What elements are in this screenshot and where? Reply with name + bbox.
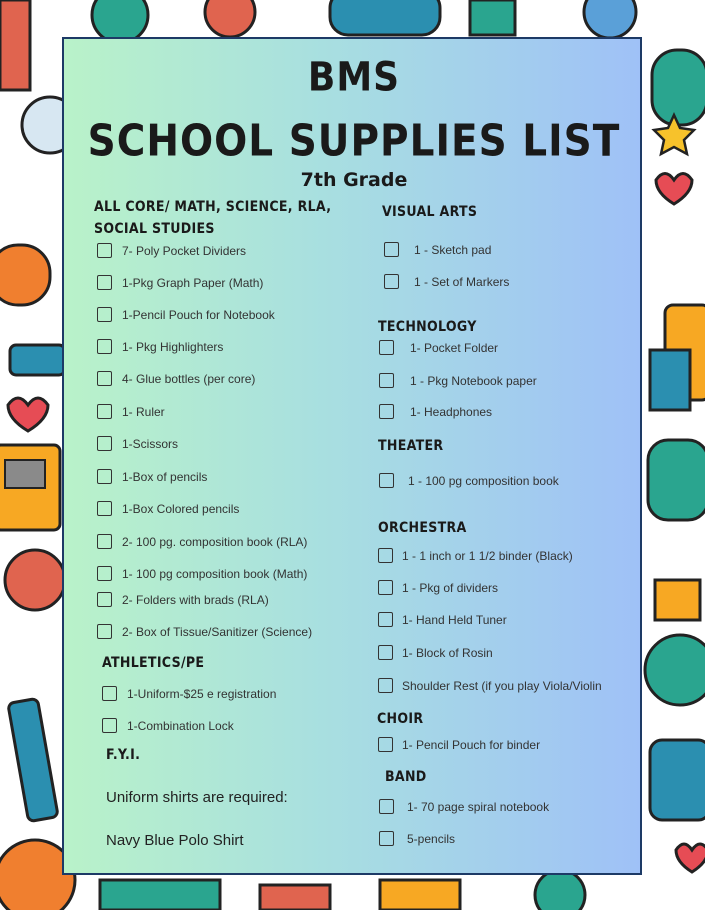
bag-doodle [330,0,440,35]
supplies-list-card [62,37,642,875]
notebook-doodle [380,880,460,910]
fyi-text-shirt: Navy Blue Polo Shirt [106,832,244,849]
supply-item-label: 1- Headphones [410,405,493,419]
supply-item-label: 1- Pocket Folder [410,341,499,355]
fyi-text-uniform: Uniform shirts are required: [106,789,288,806]
section-heading-athletics: ATHLETICS/PE [102,655,205,671]
checkbox[interactable] [97,592,112,607]
supply-item-label: 1 - Sketch pad [414,243,492,257]
tube-doodle [470,0,515,35]
globe-doodle-top [584,0,636,38]
supply-item-label: 1-Pencil Pouch for Notebook [122,308,275,322]
ruler-doodle [100,880,220,910]
clock-doodle [5,550,65,610]
checkbox[interactable] [384,242,399,257]
page-title: SCHOOL SUPPLIES LIST [87,116,621,167]
flask-doodle [652,50,705,125]
paint-doodle [535,870,585,910]
checkbox[interactable] [378,580,393,595]
supply-item-label: 1-Box Colored pencils [122,502,240,516]
section-heading-band: BAND [385,769,427,785]
checkbox[interactable] [379,340,394,355]
supply-item-label: 1 - Set of Markers [414,275,510,289]
supply-item-label: 1- 100 pg composition book (Math) [122,567,308,581]
supply-item-label: 2- Box of Tissue/Sanitizer (Science) [122,625,313,639]
globe-doodle [645,635,705,705]
supply-item-label: 1- 70 page spiral notebook [407,800,550,814]
microscope-doodle [655,580,700,620]
checkbox[interactable] [97,436,112,451]
supply-item-label: 1- Pkg Highlighters [122,340,224,354]
supply-item-label: 1-Combination Lock [127,719,234,733]
section-heading-visual-arts: VISUAL ARTS [382,204,478,220]
checkbox[interactable] [97,275,112,290]
checkbox[interactable] [97,307,112,322]
section-heading-core-line2: SOCIAL STUDIES [94,221,215,237]
apple-doodle [205,0,255,37]
section-heading-choir: CHOIR [377,711,424,727]
supply-item-label: 1-Scissors [122,437,179,451]
checkbox[interactable] [97,404,112,419]
page-title-school: BMS [307,54,401,101]
checkbox[interactable] [379,831,394,846]
section-heading-fyi: F.Y.I. [106,747,141,763]
grade-subtitle: 7th Grade [300,169,408,191]
supply-item-label: 5-pencils [407,832,456,846]
supply-item-label: 2- Folders with brads (RLA) [122,593,269,607]
supply-item-label: 7- Poly Pocket Dividers [122,244,247,258]
checkbox[interactable] [97,243,112,258]
checkbox[interactable] [384,274,399,289]
supply-item-label: 1- Pencil Pouch for binder [402,738,541,752]
book-doodle [0,0,30,90]
checkbox[interactable] [379,404,394,419]
chair-doodle [650,350,690,410]
checkbox[interactable] [97,501,112,516]
supply-item-label: 1 - Pkg of dividers [402,581,499,595]
checkbox[interactable] [102,686,117,701]
bag-doodle-right [650,740,705,820]
section-heading-orchestra: ORCHESTRA [378,520,467,536]
supply-item-label: 1- Block of Rosin [402,646,493,660]
checkbox[interactable] [97,534,112,549]
section-heading-core-line1: ALL CORE/ MATH, SCIENCE, RLA, [94,199,332,215]
section-heading-technology: TECHNOLOGY [378,319,477,335]
supply-item-label: 1 - 100 pg composition book [408,474,559,488]
supply-item-label: 1- Hand Held Tuner [402,613,507,627]
checkbox[interactable] [97,339,112,354]
checkbox[interactable] [379,373,394,388]
checkbox[interactable] [379,799,394,814]
section-heading-theater: THEATER [378,438,444,454]
supply-item-label: 1-Box of pencils [122,470,208,484]
supply-item-label: 1 - Pkg Notebook paper [410,374,537,388]
checkbox[interactable] [379,473,394,488]
checkbox[interactable] [97,371,112,386]
supply-item-label: 4- Glue bottles (per core) [122,372,256,386]
supply-item-label: 1-Uniform-$25 e registration [127,687,277,701]
supply-item-label: 1 - 1 inch or 1 1/2 binder (Black) [402,549,573,563]
marker-doodle [10,345,65,375]
checkbox[interactable] [97,566,112,581]
bottle-doodle [648,440,705,520]
checkbox[interactable] [97,469,112,484]
eraser-doodle [260,885,330,910]
checkbox[interactable] [102,718,117,733]
supply-item-label: Shoulder Rest (if you play Viola/Violin [402,679,602,693]
checkbox[interactable] [97,624,112,639]
football-doodle [0,245,50,305]
checkbox[interactable] [378,645,393,660]
checkbox[interactable] [378,548,393,563]
supply-item-label: 2- 100 pg. composition book (RLA) [122,535,308,549]
checkbox[interactable] [378,737,393,752]
checkbox[interactable] [378,612,393,627]
checkbox[interactable] [378,678,393,693]
supply-item-label: 1- Ruler [122,405,165,419]
supply-item-label: 1-Pkg Graph Paper (Math) [122,276,264,290]
